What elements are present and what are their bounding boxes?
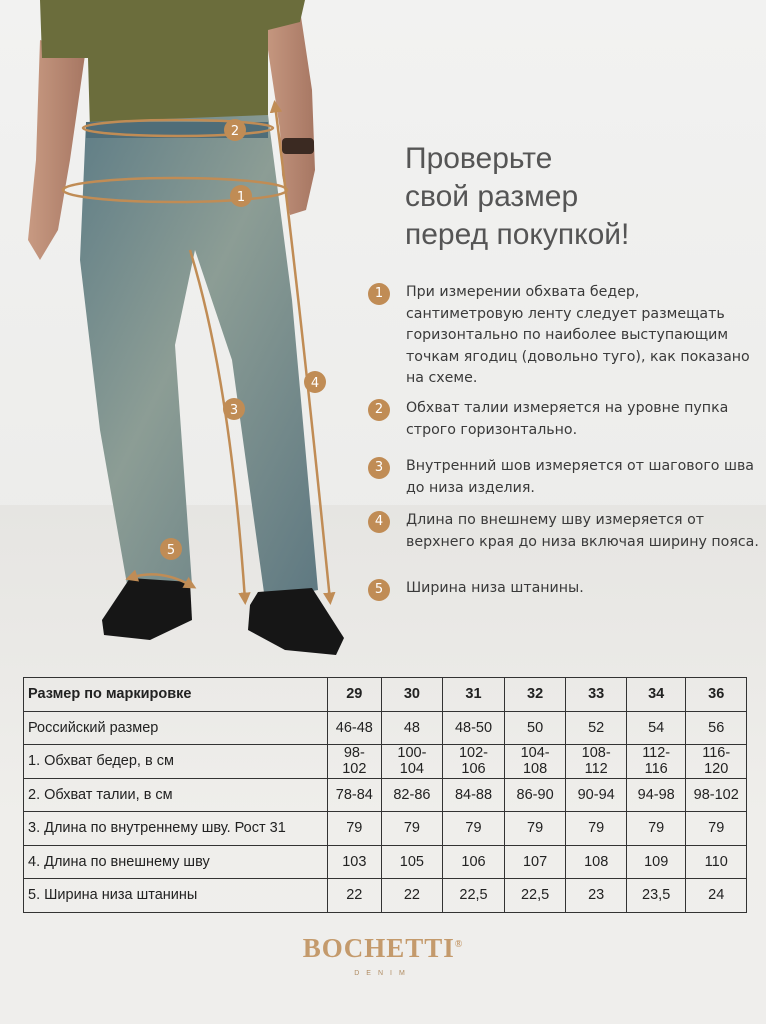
row-label: 2. Обхват талии, в см <box>24 778 328 812</box>
table-row <box>24 845 747 879</box>
table-cell: 105 <box>381 845 443 879</box>
note-text: При измерении обхвата бедер, сантиметровую ленту следует размещать горизонтально по наиболее выступающим точкам ягодиц (довольно туго), как показано на схеме. <box>406 284 750 386</box>
table-cell: 56 <box>686 711 747 745</box>
row-label: 3. Длина по внутреннему шву. Рост 31 <box>24 812 328 846</box>
table-row <box>24 745 747 779</box>
brand-wordmark: BOCHETTI <box>302 933 455 963</box>
watch <box>282 138 314 154</box>
brand-name <box>0 933 766 964</box>
table-cell: 86-90 <box>504 778 566 812</box>
svg-text:1: 1 <box>236 190 246 205</box>
table-cell: 52 <box>566 711 627 745</box>
note-2 <box>368 398 760 441</box>
header-cell: 30 <box>381 678 443 712</box>
model-photo-illustration <box>0 0 360 665</box>
table-cell: 107 <box>504 845 566 879</box>
table-cell: 108 <box>566 845 627 879</box>
row-label: Российский размер <box>24 711 328 745</box>
table-cell: 116-120 <box>686 745 747 779</box>
note-1 <box>368 282 760 390</box>
table-cell: 46-48 <box>328 711 382 745</box>
header-cell: 32 <box>504 678 566 712</box>
table-cell: 78-84 <box>328 778 382 812</box>
left-shoe <box>102 578 192 640</box>
table-cell: 50 <box>504 711 566 745</box>
table-cell: 23 <box>566 879 627 913</box>
table-cell: 79 <box>381 812 443 846</box>
row-label: 5. Ширина низа штанины <box>24 879 328 913</box>
table-cell: 79 <box>566 812 627 846</box>
header-cell: 31 <box>443 678 505 712</box>
table-cell: 79 <box>686 812 747 846</box>
note-text: Ширина низа штанины. <box>406 580 584 596</box>
table-cell: 112-116 <box>626 745 685 779</box>
table-cell: 90-94 <box>566 778 627 812</box>
table-cell: 109 <box>626 845 685 879</box>
note-4 <box>368 510 760 553</box>
table-cell: 110 <box>686 845 747 879</box>
header-cell: 34 <box>626 678 685 712</box>
note-number-badge: 4 <box>368 511 390 533</box>
brand-logo <box>0 933 766 977</box>
size-table <box>23 677 747 913</box>
table-cell: 98-102 <box>686 778 747 812</box>
brand-subtitle: DENIM <box>354 970 412 977</box>
table-cell: 22 <box>381 879 443 913</box>
table-cell: 23,5 <box>626 879 685 913</box>
diagram-marker-1 <box>230 185 252 207</box>
table-cell: 100-104 <box>381 745 443 779</box>
table-cell: 22,5 <box>443 879 505 913</box>
headline-line-2: свой размер <box>405 180 579 213</box>
headline-line-1: Проверьте <box>405 142 553 175</box>
registered-mark: ® <box>454 939 464 950</box>
note-3 <box>368 456 760 499</box>
row-label: 1. Обхват бедер, в см <box>24 745 328 779</box>
table-row <box>24 812 747 846</box>
header-cell: 29 <box>328 678 382 712</box>
table-cell: 103 <box>328 845 382 879</box>
table-cell: 79 <box>626 812 685 846</box>
table-row <box>24 879 747 913</box>
svg-text:2: 2 <box>230 124 240 139</box>
table-row <box>24 711 747 745</box>
note-number-badge: 2 <box>368 399 390 421</box>
header-cell: 33 <box>566 678 627 712</box>
left-arm <box>28 40 85 260</box>
note-5 <box>368 578 584 600</box>
table-cell: 98-102 <box>328 745 382 779</box>
table-row <box>24 778 747 812</box>
table-cell: 79 <box>328 812 382 846</box>
table-cell: 84-88 <box>443 778 505 812</box>
note-text: Обхват талии измеряется на уровне пупка строго горизонтально. <box>406 400 729 438</box>
table-cell: 48-50 <box>443 711 505 745</box>
table-cell: 54 <box>626 711 685 745</box>
header-cell: 36 <box>686 678 747 712</box>
note-text: Внутренний шов измеряется от шагового шва до низа изделия. <box>406 458 755 496</box>
table-cell: 104-108 <box>504 745 566 779</box>
table-cell: 22,5 <box>504 879 566 913</box>
table-cell: 79 <box>443 812 505 846</box>
table-cell: 102-106 <box>443 745 505 779</box>
note-text: Длина по внешнему шву измеряется от верхнего края до низа включая ширину пояса. <box>406 512 759 550</box>
note-number-badge: 1 <box>368 283 390 305</box>
table-cell: 82-86 <box>381 778 443 812</box>
diagram-marker-4 <box>304 371 326 393</box>
table-cell: 108-112 <box>566 745 627 779</box>
header-cell: Размер по маркировке <box>24 678 328 712</box>
headline <box>405 140 629 254</box>
table-cell: 24 <box>686 879 747 913</box>
row-label: 4. Длина по внешнему шву <box>24 845 328 879</box>
table-cell: 94-98 <box>626 778 685 812</box>
table-cell: 48 <box>381 711 443 745</box>
diagram-marker-3 <box>223 398 245 420</box>
svg-text:4: 4 <box>310 376 320 391</box>
diagram-marker-2 <box>224 119 246 141</box>
diagram-marker-5 <box>160 538 182 560</box>
table-cell: 22 <box>328 879 382 913</box>
headline-line-3: перед покупкой! <box>405 218 630 251</box>
note-number-badge: 5 <box>368 579 390 601</box>
table-cell: 79 <box>504 812 566 846</box>
svg-text:5: 5 <box>166 543 176 558</box>
svg-text:3: 3 <box>229 403 239 418</box>
table-header-row <box>24 678 747 712</box>
note-number-badge: 3 <box>368 457 390 479</box>
table-cell: 106 <box>443 845 505 879</box>
